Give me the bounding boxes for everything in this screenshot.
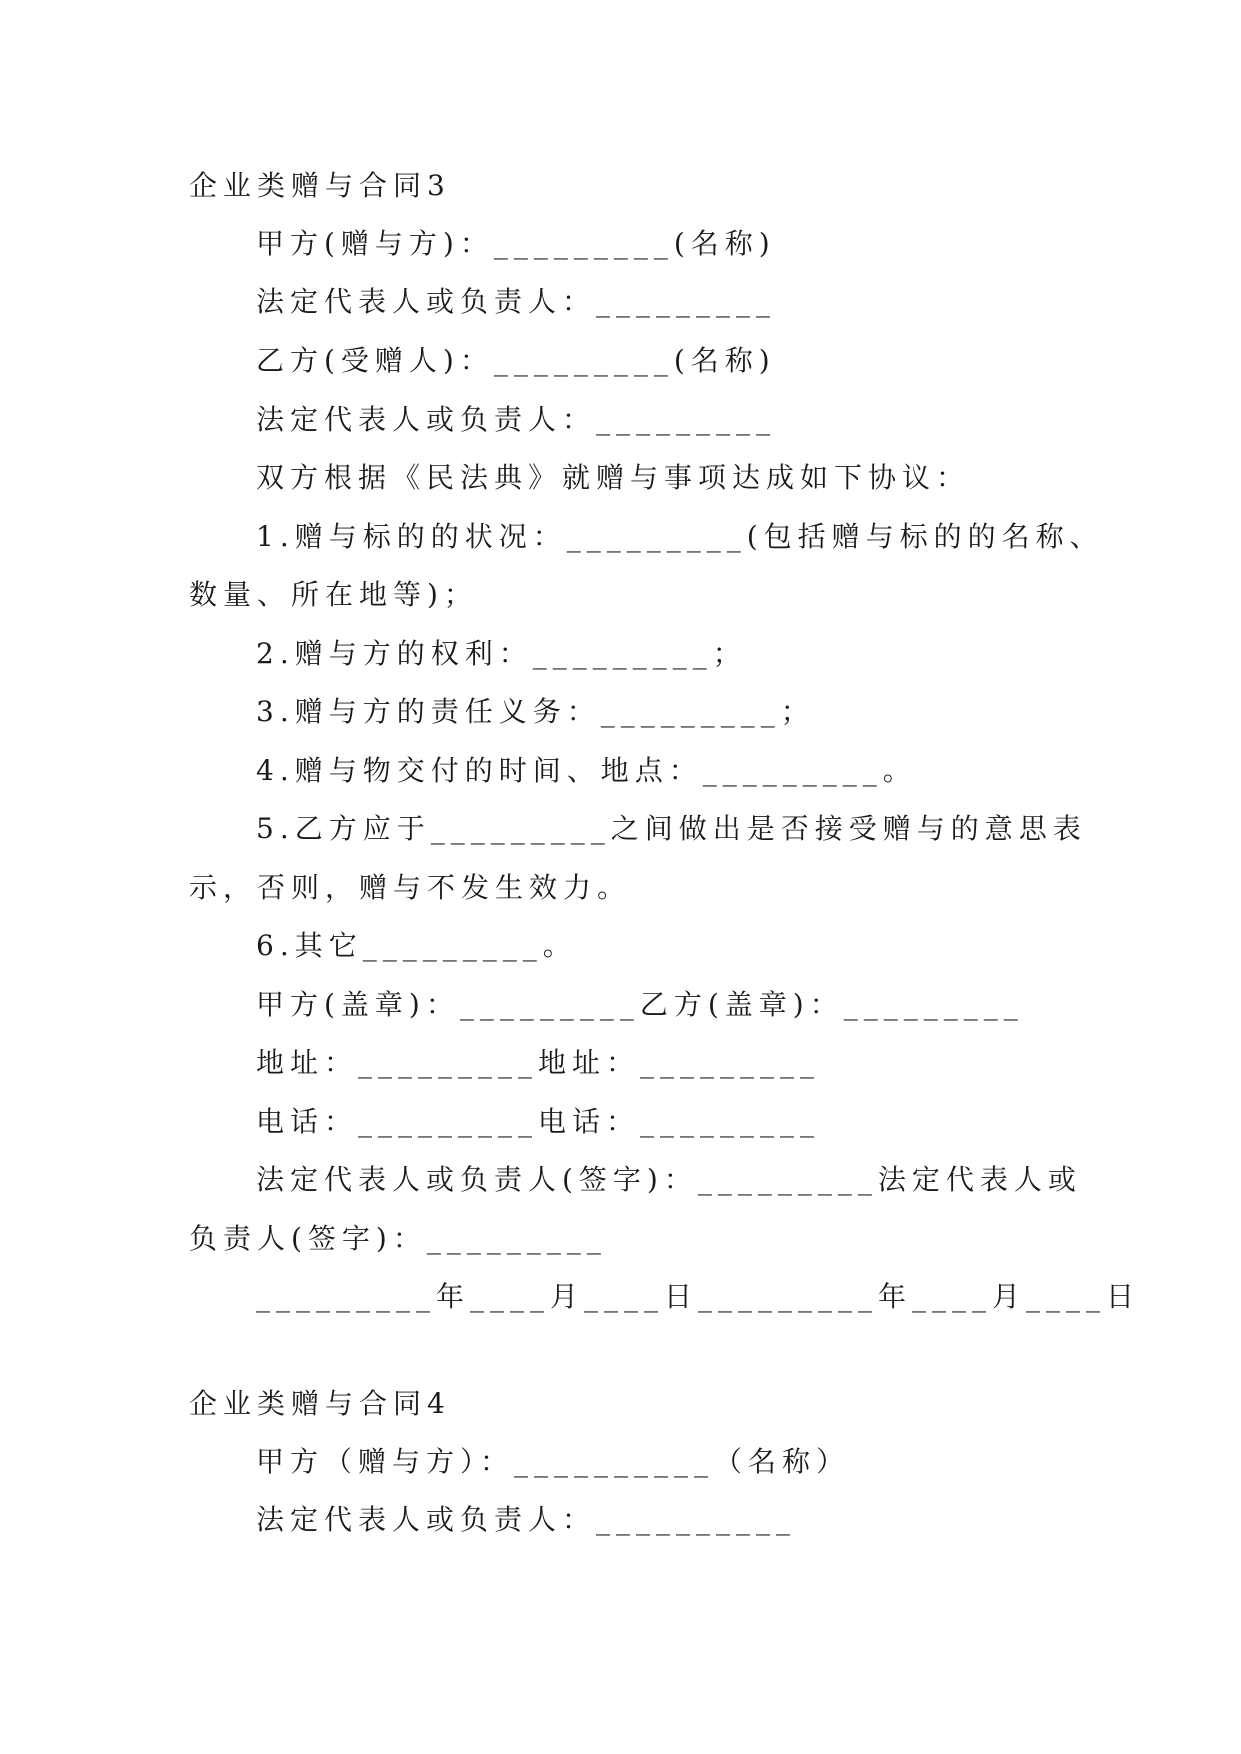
signature-line: 法定代表人或负责人(签字)：_________法定代表人或 xyxy=(256,1163,1082,1196)
date-line: _________年____月____日_________年____月____日 xyxy=(256,1280,1141,1313)
section-title: 企业类赠与合同3 xyxy=(189,169,451,202)
party-a-line: 甲方(赠与方)：_________(名称) xyxy=(256,227,776,260)
clause-1-continued: 数量、所在地等)； xyxy=(189,578,478,611)
address-line: 地址：_________地址：_________ xyxy=(256,1046,821,1079)
clause-2: 2.赠与方的权利：_________； xyxy=(256,637,747,670)
party-a-representative-line: 法定代表人或负责人：_________ xyxy=(256,285,777,318)
section-title: 企业类赠与合同4 xyxy=(189,1387,451,1420)
clause-5: 5.乙方应于_________之间做出是否接受赠与的意思表 xyxy=(256,812,1087,845)
clause-5-continued: 示，否则，赠与不发生效力。 xyxy=(189,871,632,904)
clause-6: 6.其它_________。 xyxy=(256,929,577,962)
party-a-representative-line: 法定代表人或负责人：__________ xyxy=(256,1503,797,1536)
clause-1: 1.赠与标的的状况：_________(包括赠与标的的名称、 xyxy=(256,520,1104,553)
party-b-line: 乙方(受赠人)：_________(名称) xyxy=(256,344,776,377)
seal-line: 甲方(盖章)：_________乙方(盖章)：_________ xyxy=(256,988,1024,1021)
signature-line-continued: 负责人(签字)：_________ xyxy=(189,1222,607,1255)
party-b-representative-line: 法定代表人或负责人：_________ xyxy=(256,403,777,436)
phone-line: 电话：_________电话：_________ xyxy=(256,1105,821,1138)
clause-3: 3.赠与方的责任义务：_________； xyxy=(256,695,815,728)
agreement-intro: 双方根据《民法典》就赠与事项达成如下协议： xyxy=(256,461,971,494)
party-a-line: 甲方（赠与方）：__________（名称） xyxy=(256,1445,851,1478)
clause-4: 4.赠与物交付的时间、地点：_________。 xyxy=(256,754,917,787)
